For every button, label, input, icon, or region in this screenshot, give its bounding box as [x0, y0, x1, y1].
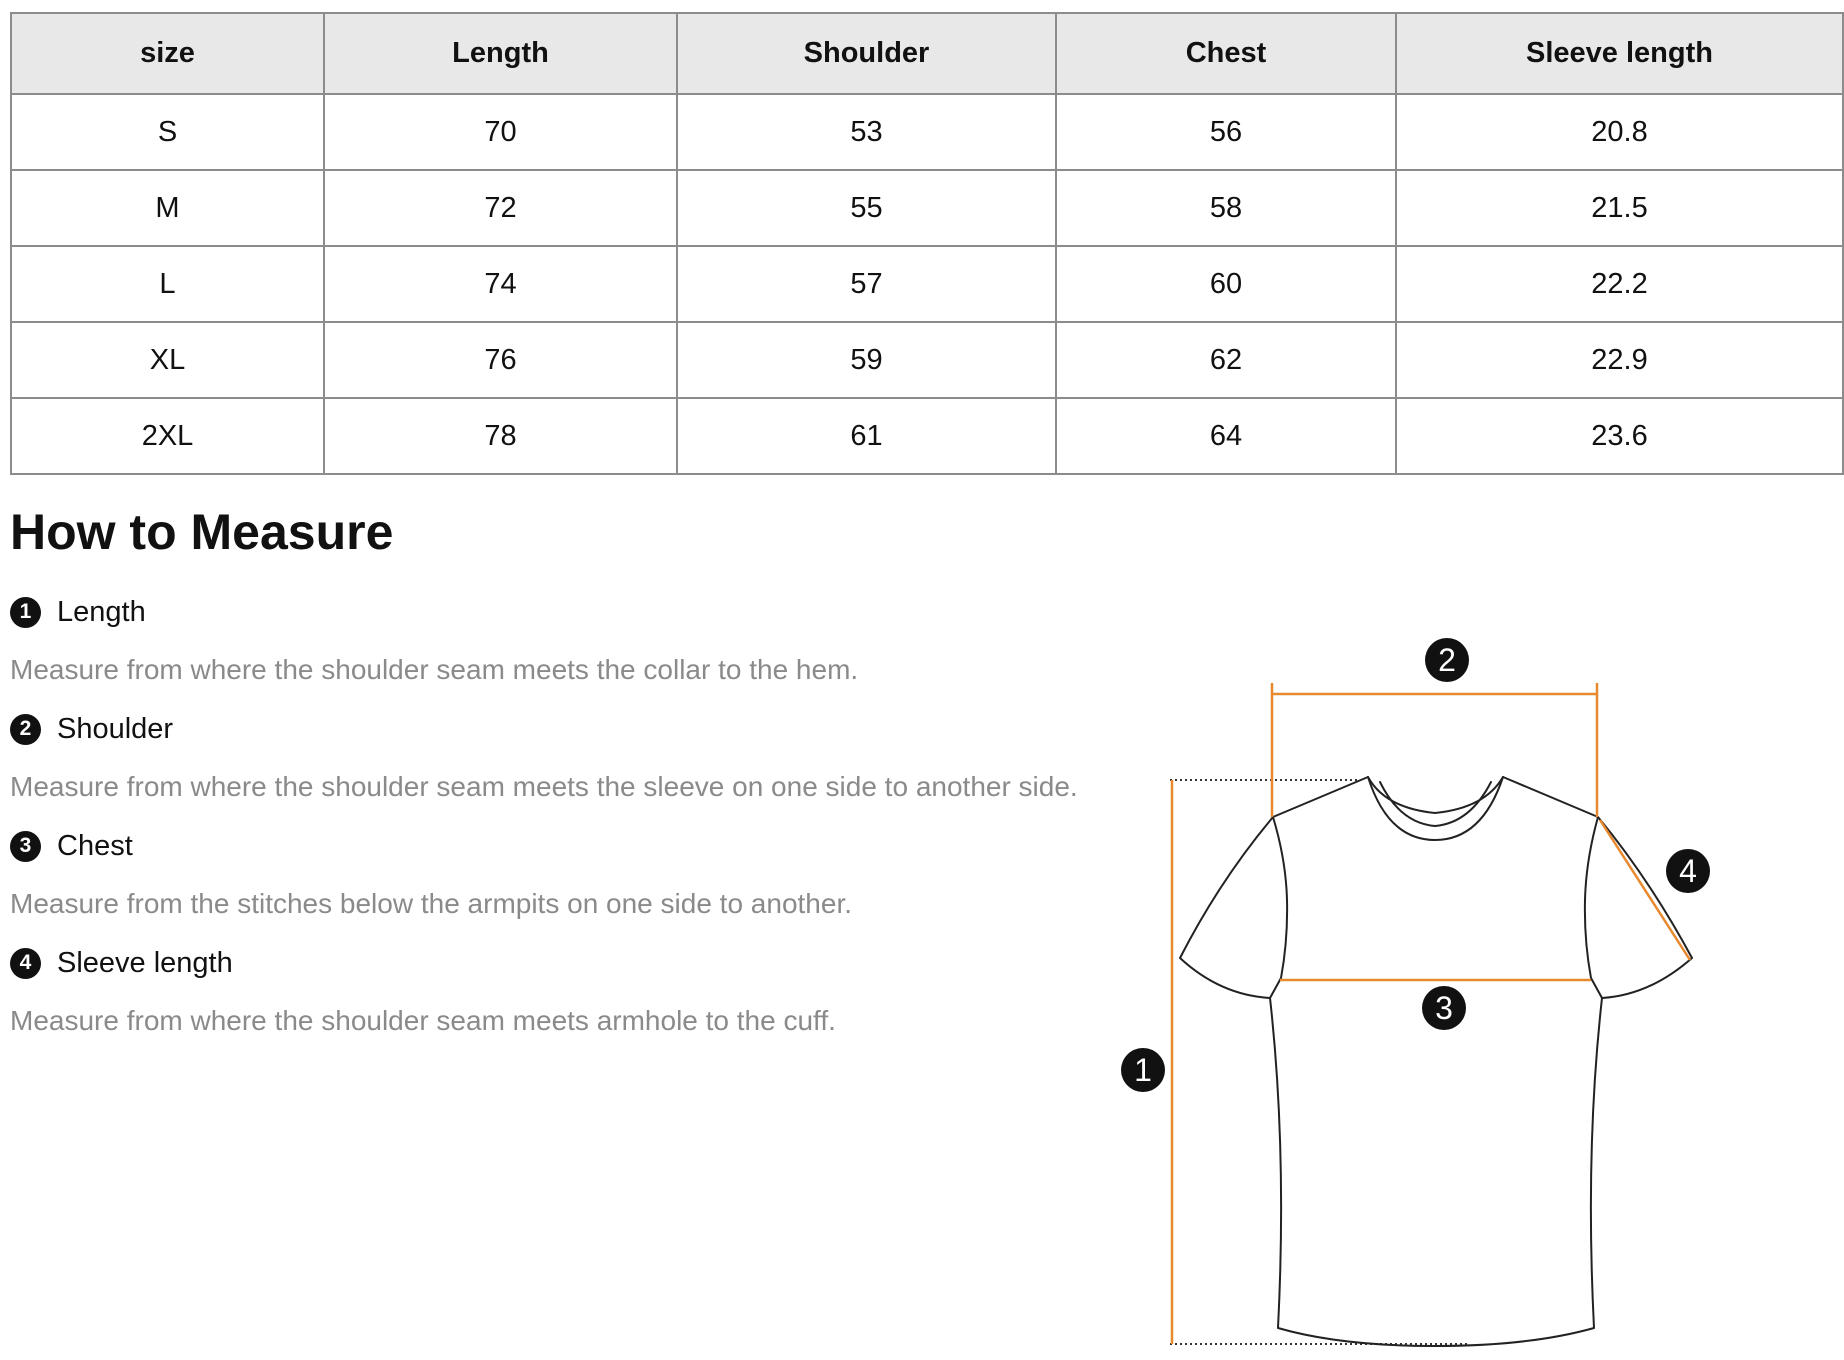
number-1-icon: 1 [10, 597, 41, 628]
tshirt-measurement-diagram [1100, 620, 1720, 1350]
header-chest: Chest [1056, 13, 1396, 94]
measure-item-length [10, 594, 146, 630]
svg-text:1: 1 [1134, 1052, 1152, 1088]
left-sleeve-shape [1180, 777, 1368, 998]
cell-shoulder: 59 [677, 322, 1056, 398]
marker-2-icon [1425, 638, 1469, 682]
measure-item-chest [10, 828, 133, 864]
size-table [10, 12, 1844, 475]
number-3-icon: 3 [10, 831, 41, 862]
measure-description: Measure from the stitches below the armpits on one side to another. [10, 888, 853, 919]
table-row [11, 170, 1843, 246]
cell-shoulder: 53 [677, 94, 1056, 170]
measure-description: Measure from where the shoulder seam meets the collar to the hem. [10, 654, 859, 685]
cell-chest: 58 [1056, 170, 1396, 246]
table-row [11, 246, 1843, 322]
svg-text:2: 2 [1438, 642, 1456, 678]
measure-item-shoulder [10, 711, 173, 747]
cell-length: 78 [324, 398, 677, 474]
cell-size: S [11, 94, 324, 170]
marker-4-icon [1666, 849, 1710, 893]
cell-length: 72 [324, 170, 677, 246]
table-row [11, 398, 1843, 474]
cell-length: 76 [324, 322, 677, 398]
svg-text:3: 3 [1435, 990, 1453, 1026]
header-size: size [11, 13, 324, 94]
cell-chest: 60 [1056, 246, 1396, 322]
measure-item-sleeve-length [10, 945, 233, 981]
marker-3-icon [1422, 986, 1466, 1030]
cell-sleeve-length: 22.2 [1396, 246, 1843, 322]
header-shoulder: Shoulder [677, 13, 1056, 94]
cell-shoulder: 61 [677, 398, 1056, 474]
table-row [11, 94, 1843, 170]
marker-1-icon [1121, 1048, 1165, 1092]
cell-size: L [11, 246, 324, 322]
cell-size: XL [11, 322, 324, 398]
collar-outer-line [1368, 777, 1503, 840]
number-2-icon: 2 [10, 714, 41, 745]
measure-label: Chest [57, 829, 133, 862]
cell-chest: 56 [1056, 94, 1396, 170]
header-sleeve-length: Sleeve length [1396, 13, 1843, 94]
measure-label: Sleeve length [57, 946, 233, 979]
number-4-icon: 4 [10, 948, 41, 979]
measure-label: Length [57, 595, 146, 628]
header-length: Length [324, 13, 677, 94]
cell-chest: 62 [1056, 322, 1396, 398]
body-shape [1270, 998, 1602, 1346]
cell-size: 2XL [11, 398, 324, 474]
cell-sleeve-length: 22.9 [1396, 322, 1843, 398]
cell-size: M [11, 170, 324, 246]
table-header-row [11, 13, 1843, 94]
cell-sleeve-length: 21.5 [1396, 170, 1843, 246]
svg-text:4: 4 [1679, 853, 1697, 889]
cell-chest: 64 [1056, 398, 1396, 474]
table-row [11, 322, 1843, 398]
cell-shoulder: 57 [677, 246, 1056, 322]
measure-label: Shoulder [57, 712, 174, 745]
how-to-measure-title: How to Measure [10, 504, 394, 560]
cell-shoulder: 55 [677, 170, 1056, 246]
cell-sleeve-length: 20.8 [1396, 94, 1843, 170]
tshirt-outline [1180, 777, 1692, 1346]
cell-length: 70 [324, 94, 677, 170]
sleeve-measure-line [1600, 820, 1690, 960]
measure-description: Measure from where the shoulder seam meets armhole to the cuff. [10, 1005, 836, 1036]
measure-description: Measure from where the shoulder seam meets the sleeve on one side to another side. [10, 771, 1078, 802]
cell-sleeve-length: 23.6 [1396, 398, 1843, 474]
cell-length: 74 [324, 246, 677, 322]
